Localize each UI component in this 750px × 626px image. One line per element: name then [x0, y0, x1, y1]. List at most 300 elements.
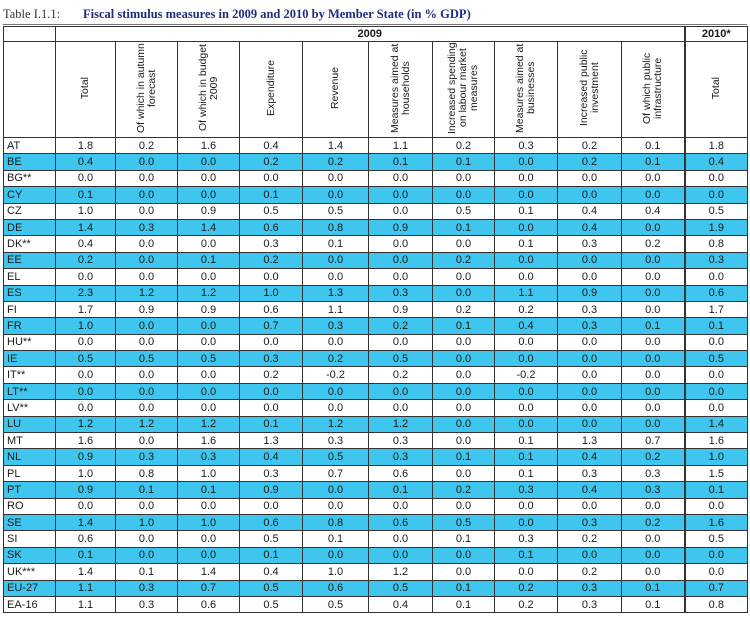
value-cell: 0.9 [56, 449, 116, 465]
value-cell: 1.0 [685, 449, 748, 465]
table-row [4, 138, 748, 154]
value-cell: 1.6 [685, 433, 748, 449]
value-cell: 0.0 [116, 433, 178, 449]
value-cell: 0.3 [558, 318, 622, 334]
value-cell: 0.3 [116, 596, 178, 612]
member-state-cell: RO [4, 498, 56, 514]
value-cell: 0.0 [178, 236, 240, 252]
table-row [4, 301, 748, 317]
table-row [4, 416, 748, 432]
value-cell: 0.0 [303, 269, 369, 285]
value-cell: 0.0 [495, 383, 558, 399]
member-state-cell: FI [4, 301, 56, 317]
value-cell: 0.0 [495, 219, 558, 235]
value-cell: 0.0 [240, 383, 303, 399]
value-cell: 0.0 [558, 498, 622, 514]
value-cell: 0.0 [622, 531, 685, 547]
value-cell: 0.0 [178, 318, 240, 334]
value-cell: 0.1 [622, 318, 685, 334]
value-cell: 0.0 [495, 514, 558, 530]
value-cell: 0.0 [622, 170, 685, 186]
value-cell: 0.1 [433, 596, 495, 612]
value-cell: 0.3 [558, 514, 622, 530]
value-cell: 0.6 [178, 596, 240, 612]
value-cell: 0.0 [303, 170, 369, 186]
column-header: Revenue [303, 42, 369, 138]
value-cell: 0.0 [303, 334, 369, 350]
value-cell: 0.0 [433, 498, 495, 514]
value-cell: 0.2 [622, 514, 685, 530]
value-cell: 0.0 [622, 400, 685, 416]
value-cell: 0.3 [116, 219, 178, 235]
table-row [4, 252, 748, 268]
value-cell: 0.1 [685, 482, 748, 498]
table-row [4, 318, 748, 334]
value-cell: 0.5 [303, 449, 369, 465]
value-cell: 0.5 [178, 351, 240, 367]
value-cell: 0.8 [116, 465, 178, 481]
value-cell: 0.5 [369, 580, 433, 596]
value-cell: 1.5 [685, 465, 748, 481]
value-cell: 0.0 [178, 383, 240, 399]
value-cell: 1.4 [178, 564, 240, 580]
value-cell: 0.8 [303, 514, 369, 530]
value-cell: 0.3 [369, 449, 433, 465]
value-cell: 0.0 [622, 383, 685, 399]
value-cell: 0.5 [116, 351, 178, 367]
value-cell: 0.0 [433, 236, 495, 252]
value-cell: 0.9 [369, 219, 433, 235]
table-row [4, 203, 748, 219]
member-state-cell: IT** [4, 367, 56, 383]
value-cell: 0.2 [558, 138, 622, 154]
value-cell: 1.3 [303, 285, 369, 301]
value-cell: 0.2 [558, 564, 622, 580]
value-cell: 0.2 [433, 138, 495, 154]
member-state-cell: SI [4, 531, 56, 547]
value-cell: 1.2 [116, 416, 178, 432]
value-cell: 0.1 [178, 252, 240, 268]
value-cell: 0.0 [685, 367, 748, 383]
value-cell: 0.0 [369, 531, 433, 547]
column-header: Measures aimed at households [369, 42, 433, 138]
member-state-cell: EA-16 [4, 596, 56, 612]
table-row [4, 465, 748, 481]
table-row [4, 236, 748, 252]
value-cell: 0.0 [369, 383, 433, 399]
value-cell: 0.2 [433, 252, 495, 268]
value-cell: 0.0 [369, 269, 433, 285]
value-cell: 0.2 [240, 252, 303, 268]
value-cell: 0.0 [558, 187, 622, 203]
value-cell: 0.3 [622, 465, 685, 481]
value-cell: 0.1 [240, 187, 303, 203]
value-cell: 1.7 [56, 301, 116, 317]
table-row [4, 334, 748, 350]
value-cell: 0.3 [495, 531, 558, 547]
value-cell: 0.2 [433, 301, 495, 317]
member-state-cell: SE [4, 514, 56, 530]
member-state-cell: LT** [4, 383, 56, 399]
value-cell: 0.6 [303, 580, 369, 596]
value-cell: 0.0 [178, 269, 240, 285]
value-cell: 1.2 [303, 416, 369, 432]
value-cell: 0.1 [56, 187, 116, 203]
value-cell: 0.9 [178, 301, 240, 317]
value-cell: 1.9 [685, 219, 748, 235]
value-cell: 1.4 [178, 219, 240, 235]
member-state-cell: MT [4, 433, 56, 449]
value-cell: 0.0 [303, 498, 369, 514]
value-cell: 0.3 [558, 301, 622, 317]
table-row [4, 154, 748, 170]
value-cell: 0.0 [303, 187, 369, 203]
member-state-cell: PL [4, 465, 56, 481]
value-cell: 0.1 [622, 596, 685, 612]
member-state-cell: EU-27 [4, 580, 56, 596]
column-header: Of which public infrastructure [622, 42, 685, 138]
value-cell: 0.0 [56, 383, 116, 399]
value-cell: 1.1 [303, 301, 369, 317]
value-cell: 0.1 [56, 547, 116, 563]
value-cell: 0.2 [622, 236, 685, 252]
value-cell: 0.2 [303, 351, 369, 367]
value-cell: 0.0 [240, 400, 303, 416]
value-cell: 0.0 [685, 547, 748, 563]
value-cell: 0.0 [495, 351, 558, 367]
value-cell: 0.0 [369, 400, 433, 416]
value-cell: 0.3 [240, 465, 303, 481]
value-cell: 0.0 [685, 383, 748, 399]
table-row [4, 531, 748, 547]
value-cell: 1.0 [178, 514, 240, 530]
value-cell: 0.0 [558, 252, 622, 268]
value-cell: 1.2 [369, 564, 433, 580]
value-cell: 0.0 [369, 203, 433, 219]
value-cell: 1.6 [56, 433, 116, 449]
value-cell: 0.2 [495, 580, 558, 596]
value-cell: 0.4 [56, 154, 116, 170]
table-row [4, 219, 748, 235]
value-cell: 0.0 [303, 252, 369, 268]
value-cell: 0.9 [178, 203, 240, 219]
value-cell: 0.7 [685, 580, 748, 596]
value-cell: 0.0 [178, 400, 240, 416]
value-cell: 0.0 [178, 547, 240, 563]
value-cell: 0.1 [495, 236, 558, 252]
year-2009-header: 2009 [56, 27, 685, 42]
value-cell: 0.0 [116, 498, 178, 514]
member-state-cell: UK*** [4, 564, 56, 580]
value-cell: 1.1 [495, 285, 558, 301]
value-cell: 0.4 [622, 203, 685, 219]
value-cell: 0.2 [56, 252, 116, 268]
value-cell: 0.1 [303, 531, 369, 547]
value-cell: 1.6 [178, 138, 240, 154]
value-cell: 0.4 [558, 203, 622, 219]
value-cell: 0.0 [495, 170, 558, 186]
year-header-row [4, 27, 748, 42]
value-cell: 0.1 [433, 580, 495, 596]
member-state-cell: IE [4, 351, 56, 367]
column-header: Measures aimed at businesses [495, 42, 558, 138]
table-row [4, 269, 748, 285]
value-cell: 2.3 [56, 285, 116, 301]
value-cell: 0.0 [116, 252, 178, 268]
table-caption [3, 4, 747, 24]
value-cell: 1.0 [56, 203, 116, 219]
value-cell: 0.0 [178, 154, 240, 170]
value-cell: 0.0 [558, 547, 622, 563]
value-cell: 1.2 [56, 416, 116, 432]
table-row [4, 400, 748, 416]
value-cell: 0.0 [622, 351, 685, 367]
value-cell: 0.0 [622, 416, 685, 432]
value-cell: 0.3 [558, 465, 622, 481]
value-cell: 0.0 [116, 236, 178, 252]
value-cell: 0.3 [116, 580, 178, 596]
table-row [4, 367, 748, 383]
value-cell: 0.0 [56, 367, 116, 383]
value-cell: 0.0 [685, 334, 748, 350]
value-cell: 0.5 [56, 351, 116, 367]
value-cell: 0.1 [369, 154, 433, 170]
column-header-row [4, 42, 748, 138]
value-cell: 0.5 [685, 203, 748, 219]
value-cell: 0.1 [433, 531, 495, 547]
value-cell: 0.8 [303, 219, 369, 235]
value-cell: 0.0 [622, 547, 685, 563]
value-cell: 0.1 [495, 465, 558, 481]
value-cell: 0.3 [240, 236, 303, 252]
value-cell: 0.0 [116, 400, 178, 416]
column-header: Of which in autumn forecast [116, 42, 178, 138]
value-cell: 0.5 [685, 351, 748, 367]
value-cell: 0.4 [240, 564, 303, 580]
value-cell: 0.0 [116, 318, 178, 334]
value-cell: 1.6 [685, 514, 748, 530]
value-cell: 1.3 [558, 433, 622, 449]
value-cell: 0.2 [240, 367, 303, 383]
value-cell: 0.3 [369, 433, 433, 449]
value-cell: 0.1 [433, 318, 495, 334]
value-cell: 0.2 [116, 138, 178, 154]
value-cell: 0.0 [685, 498, 748, 514]
value-cell: 0.0 [433, 465, 495, 481]
value-cell: 0.5 [303, 596, 369, 612]
value-cell: 0.0 [495, 564, 558, 580]
value-cell: 1.0 [240, 285, 303, 301]
value-cell: 0.0 [433, 564, 495, 580]
value-cell: 0.0 [369, 547, 433, 563]
value-cell: 0.1 [622, 580, 685, 596]
value-cell: 0.2 [495, 596, 558, 612]
value-cell: 0.7 [303, 465, 369, 481]
table-row [4, 514, 748, 530]
member-state-cell: DE [4, 219, 56, 235]
value-cell: 0.5 [240, 580, 303, 596]
value-cell: 0.0 [178, 367, 240, 383]
column-header: Total [685, 42, 748, 138]
value-cell: 0.0 [116, 170, 178, 186]
value-cell: 0.4 [685, 154, 748, 170]
value-cell: 0.1 [622, 154, 685, 170]
value-cell: 0.1 [240, 416, 303, 432]
value-cell: 0.9 [240, 482, 303, 498]
value-cell: 0.0 [622, 301, 685, 317]
value-cell: 0.8 [685, 236, 748, 252]
value-cell: 0.1 [303, 236, 369, 252]
table-row [4, 547, 748, 563]
value-cell: 0.8 [685, 596, 748, 612]
value-cell: 1.6 [178, 433, 240, 449]
member-state-cell: EE [4, 252, 56, 268]
value-cell: 0.6 [240, 219, 303, 235]
value-cell: 1.4 [56, 219, 116, 235]
value-cell: 1.4 [56, 514, 116, 530]
value-cell: 1.2 [178, 416, 240, 432]
member-state-cell: HU** [4, 334, 56, 350]
member-state-cell: EL [4, 269, 56, 285]
value-cell: 0.1 [495, 449, 558, 465]
value-cell: 0.1 [495, 203, 558, 219]
value-cell: 0.0 [178, 531, 240, 547]
value-cell: 0.0 [303, 482, 369, 498]
value-cell: 0.3 [558, 596, 622, 612]
member-state-cell: CY [4, 187, 56, 203]
value-cell: 0.0 [178, 334, 240, 350]
value-cell: 0.0 [558, 367, 622, 383]
value-cell: 0.0 [116, 531, 178, 547]
value-cell: 0.0 [56, 269, 116, 285]
value-cell: 0.0 [558, 383, 622, 399]
table-row [4, 564, 748, 580]
value-cell: 0.0 [433, 187, 495, 203]
value-cell: 0.0 [495, 334, 558, 350]
value-cell: 1.1 [369, 138, 433, 154]
value-cell: 0.0 [495, 416, 558, 432]
value-cell: 0.1 [116, 482, 178, 498]
value-cell: 0.0 [433, 170, 495, 186]
value-cell: 0.0 [116, 203, 178, 219]
value-cell: 0.0 [433, 400, 495, 416]
corner-cell [4, 27, 56, 42]
value-cell: 0.0 [369, 187, 433, 203]
value-cell: 1.2 [178, 285, 240, 301]
value-cell: 0.9 [116, 301, 178, 317]
value-cell: 0.0 [558, 269, 622, 285]
value-cell: 0.0 [178, 187, 240, 203]
value-cell: -0.2 [303, 367, 369, 383]
value-cell: 0.0 [56, 498, 116, 514]
value-cell: 0.3 [558, 580, 622, 596]
value-cell: 0.1 [622, 138, 685, 154]
table-row [4, 580, 748, 596]
value-cell: 0.0 [495, 154, 558, 170]
table-row [4, 187, 748, 203]
column-header: Increased spending on labour market measures [433, 42, 495, 138]
value-cell: 0.0 [495, 187, 558, 203]
value-cell: 0.2 [433, 482, 495, 498]
value-cell: 0.0 [558, 400, 622, 416]
value-cell: 0.0 [433, 367, 495, 383]
value-cell: 0.0 [433, 334, 495, 350]
value-cell: 0.1 [369, 482, 433, 498]
value-cell: 0.3 [622, 482, 685, 498]
value-cell: 0.3 [495, 482, 558, 498]
value-cell: 0.0 [433, 383, 495, 399]
value-cell: 0.1 [116, 564, 178, 580]
value-cell: 1.3 [240, 433, 303, 449]
value-cell: 0.3 [495, 138, 558, 154]
value-cell: 0.0 [433, 285, 495, 301]
value-cell: 0.0 [622, 219, 685, 235]
value-cell: 0.5 [433, 203, 495, 219]
value-cell: 1.0 [116, 514, 178, 530]
value-cell: 0.1 [433, 219, 495, 235]
table-row [4, 285, 748, 301]
value-cell: 0.4 [240, 138, 303, 154]
member-state-cell: ES [4, 285, 56, 301]
member-state-cell: DK** [4, 236, 56, 252]
value-cell: 0.0 [303, 400, 369, 416]
value-cell: 0.7 [178, 580, 240, 596]
value-cell: 0.2 [495, 301, 558, 317]
value-cell: 0.6 [56, 531, 116, 547]
member-state-header [4, 42, 56, 138]
value-cell: 0.7 [240, 318, 303, 334]
value-cell: 0.4 [558, 482, 622, 498]
value-cell: 0.0 [116, 187, 178, 203]
value-cell: 0.0 [116, 547, 178, 563]
value-cell: 1.2 [369, 416, 433, 432]
value-cell: 0.5 [433, 514, 495, 530]
value-cell: 1.7 [685, 301, 748, 317]
member-state-cell: PT [4, 482, 56, 498]
value-cell: 0.0 [116, 334, 178, 350]
value-cell: 0.0 [433, 416, 495, 432]
value-cell: 0.3 [303, 318, 369, 334]
value-cell: 0.0 [558, 416, 622, 432]
value-cell: 1.8 [685, 138, 748, 154]
value-cell: 1.1 [56, 580, 116, 596]
value-cell: 1.0 [178, 465, 240, 481]
value-cell: 0.0 [558, 170, 622, 186]
value-cell: 0.1 [433, 154, 495, 170]
value-cell: 1.8 [56, 138, 116, 154]
value-cell: 0.5 [369, 351, 433, 367]
value-cell: 0.0 [240, 498, 303, 514]
member-state-cell: BE [4, 154, 56, 170]
value-cell: 0.3 [178, 449, 240, 465]
value-cell: 0.0 [303, 547, 369, 563]
value-cell: 0.0 [685, 564, 748, 580]
value-cell: -0.2 [495, 367, 558, 383]
table-row [4, 351, 748, 367]
value-cell: 0.3 [303, 433, 369, 449]
member-state-cell: AT [4, 138, 56, 154]
value-cell: 0.4 [558, 219, 622, 235]
value-cell: 0.0 [433, 351, 495, 367]
value-cell: 0.9 [56, 482, 116, 498]
value-cell: 0.0 [622, 367, 685, 383]
column-header: Expenditure [240, 42, 303, 138]
value-cell: 0.0 [178, 170, 240, 186]
value-cell: 0.4 [369, 596, 433, 612]
value-cell: 0.0 [495, 400, 558, 416]
member-state-cell: LV** [4, 400, 56, 416]
value-cell: 0.1 [495, 433, 558, 449]
